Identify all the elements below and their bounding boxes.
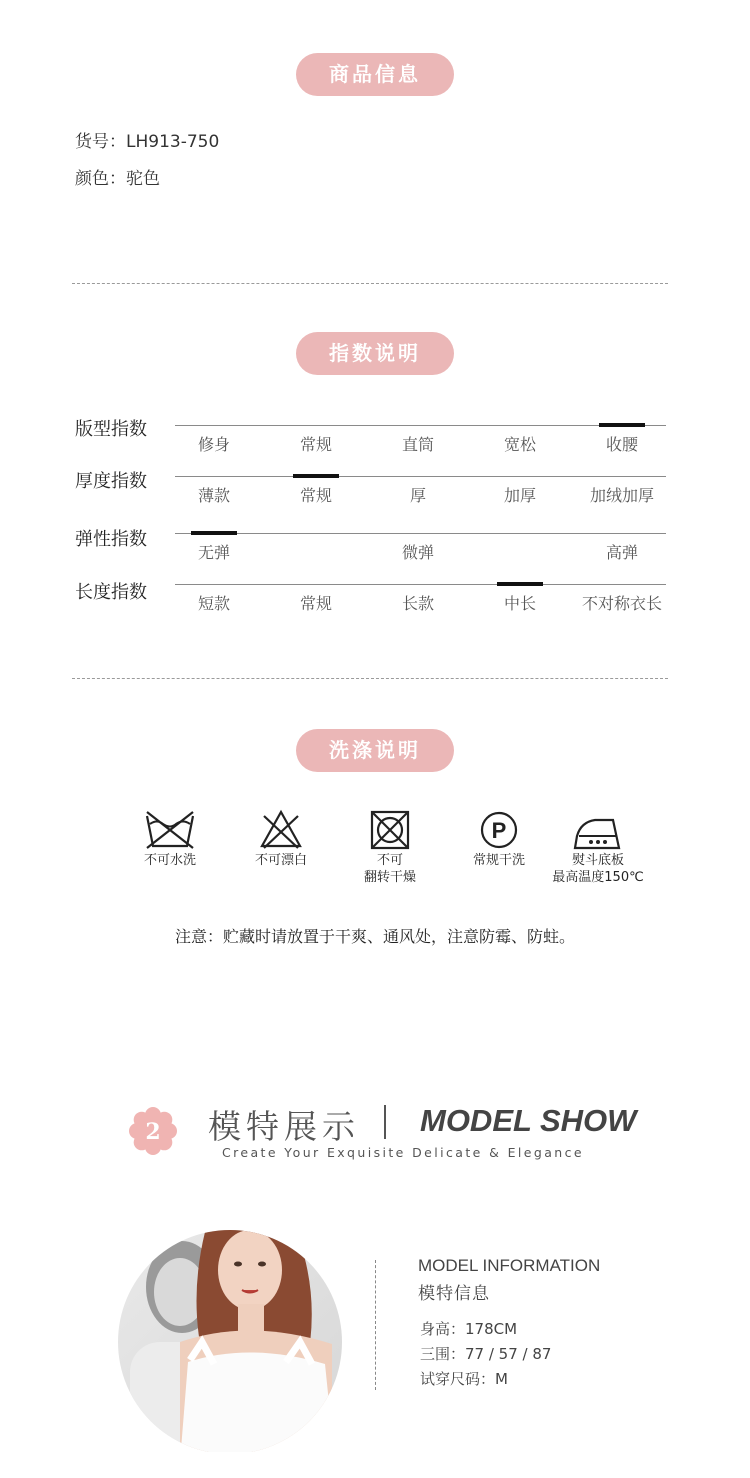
- model-info-heading-cn: 模特信息: [418, 1284, 490, 1304]
- index-option: 长款: [401, 594, 434, 613]
- index-option: 厚: [409, 486, 426, 505]
- index-scale-line: [175, 425, 666, 426]
- index-row-label: 厚度指数: [75, 471, 147, 492]
- model-info-heading-en: MODEL INFORMATION: [418, 1256, 601, 1275]
- wash-item-no-wash: [115, 808, 225, 869]
- index-row-label: 长度指数: [75, 582, 147, 603]
- no-wash-icon: [143, 808, 197, 852]
- model-height: 身高：178CM: [420, 1320, 518, 1338]
- model-title-en: MODEL SHOW: [420, 1103, 637, 1138]
- iron-icon: [569, 808, 627, 852]
- color-value: 颜色：驼色: [75, 169, 160, 189]
- index-selected-marker: [191, 531, 237, 535]
- storage-note: 注意：贮藏时请放置于干爽、通风处，注意防霉、防蛀。: [174, 927, 575, 946]
- wash-label-2: 翻转干燥: [363, 870, 416, 885]
- index-option: 常规: [299, 486, 332, 505]
- index-option: 中长: [503, 594, 536, 613]
- index-option: 修身: [197, 435, 230, 454]
- index-heading: 指数说明: [296, 332, 454, 375]
- wash-label: 熨斗底板: [571, 853, 624, 868]
- dry-clean-p-icon: [472, 808, 526, 852]
- svg-text:P: P: [491, 818, 507, 843]
- index-option: 薄款: [197, 486, 230, 505]
- index-option: 常规: [299, 435, 332, 454]
- model-size: 试穿尺码：M: [420, 1370, 508, 1388]
- info-divider: [375, 1260, 376, 1390]
- section-divider: [72, 678, 668, 679]
- index-row-label: 版型指数: [75, 419, 147, 440]
- index-option: 直筒: [401, 435, 434, 454]
- wash-label: 常规干洗: [472, 853, 525, 868]
- model-subtitle: Create Your Exquisite Delicate & Elegance: [222, 1145, 584, 1160]
- no-bleach-icon: [254, 808, 308, 852]
- wash-label: 不可水洗: [143, 853, 196, 868]
- index-row-label: 弹性指数: [75, 529, 147, 550]
- wash-label-2: 最高温度150℃: [552, 870, 644, 885]
- model-title-cn: 模特展示: [208, 1107, 360, 1146]
- wash-item-no-tumble-dry: [335, 808, 445, 886]
- index-option: 短款: [197, 594, 230, 613]
- index-option: 高弹: [605, 543, 638, 562]
- index-selected-marker: [497, 582, 543, 586]
- wash-label: 不可: [376, 853, 403, 868]
- index-scale-line: [175, 533, 666, 534]
- wash-heading: 洗涤说明: [296, 729, 454, 772]
- wash-item-iron: [543, 808, 653, 886]
- model-photo: [110, 1192, 350, 1452]
- index-selected-marker: [293, 474, 339, 478]
- index-option: 加厚: [503, 486, 536, 505]
- badge-number: 2: [145, 1119, 161, 1145]
- index-scale-line: [175, 476, 666, 477]
- wash-item-no-bleach: [226, 808, 336, 869]
- index-option: 收腰: [605, 435, 638, 454]
- item-number: 货号：LH913-750: [75, 132, 220, 152]
- wash-label: 不可漂白: [254, 853, 307, 868]
- index-option: 常规: [299, 594, 332, 613]
- wash-item-dry-clean: [444, 808, 554, 869]
- title-separator: [384, 1105, 386, 1139]
- model-measurements: 三围：77 / 57 / 87: [420, 1345, 552, 1363]
- index-option: 宽松: [503, 435, 536, 454]
- index-option: 加绒加厚: [589, 486, 654, 505]
- no-tumble-dry-icon: [363, 808, 417, 852]
- index-option: 不对称衣长: [581, 594, 662, 613]
- section-divider: [72, 283, 668, 284]
- product-info-heading: 商品信息: [296, 53, 454, 96]
- index-option: 无弹: [197, 543, 230, 562]
- index-option: 微弹: [401, 543, 434, 562]
- index-selected-marker: [599, 423, 645, 427]
- flower-badge-icon: [129, 1107, 177, 1155]
- index-scale-line: [175, 584, 666, 585]
